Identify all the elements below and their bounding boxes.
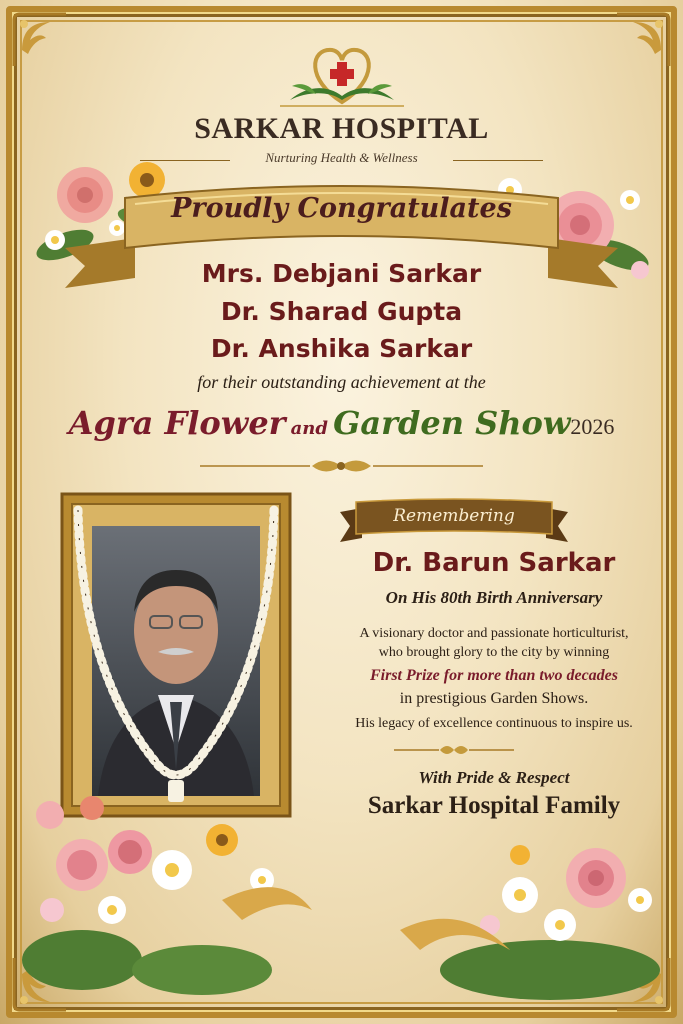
ornamental-divider-icon: [200, 455, 483, 477]
closing-phrase: With Pride & Respect: [418, 768, 570, 787]
corner-ornament-icon: [613, 10, 673, 70]
achievement-text: for their outstanding achievement at the: [197, 372, 486, 392]
honoree-name: Dr. Sharad Gupta: [220, 297, 463, 326]
honoree-name: Dr. Anshika Sarkar: [210, 334, 473, 363]
ornamental-divider-icon: [394, 742, 514, 758]
corner-ornament-icon: [10, 10, 70, 70]
congratulations-title: Proudly Congratulates: [171, 193, 512, 224]
memorial-description-line: in prestigious Garden Shows.: [399, 690, 589, 707]
show-title-part: Agra Flower: [68, 404, 286, 442]
honoree-name: Mrs. Debjani Sarkar: [201, 259, 482, 288]
memorial-name: Dr. Barun Sarkar: [372, 548, 616, 578]
remembering-label: Remembering: [393, 506, 515, 526]
hospital-logo-icon: [276, 40, 408, 110]
show-year: 2026: [570, 414, 615, 439]
memorial-description-line: who brought glory to the city by winning: [378, 645, 610, 660]
show-title-and: and: [290, 418, 328, 439]
tagline: Nurturing Health & Wellness: [265, 150, 418, 165]
signature-family: Sarkar Hospital Family: [367, 792, 621, 819]
show-title: [0, 404, 683, 442]
memorial-description-line: First Prize for more than two decades: [369, 667, 618, 684]
show-title-part: Garden Show: [333, 404, 571, 442]
flower-bouquet-icon: [22, 760, 322, 1005]
memorial-description-line: A visionary doctor and passionate horticulturist,: [359, 626, 629, 641]
legacy-text: His legacy of excellence continuous to inspire us.: [355, 716, 633, 731]
memorial-occasion: On His 80th Birth Anniversary: [385, 588, 603, 607]
hospital-name: SARKAR HOSPITAL: [194, 112, 489, 145]
flower-bouquet-icon: [400, 800, 662, 1000]
